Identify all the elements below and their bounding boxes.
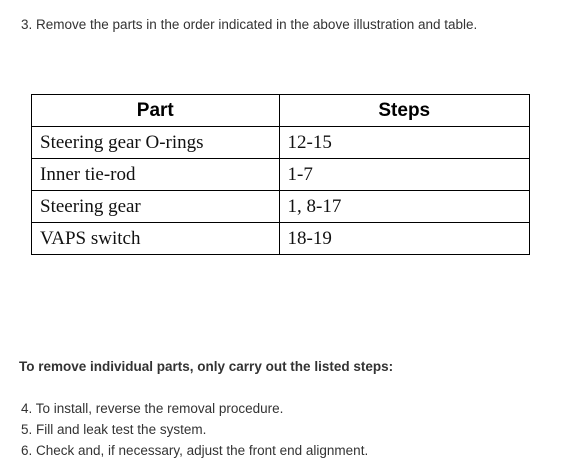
steps-cell: 1-7	[279, 159, 529, 191]
part-cell: Steering gear	[32, 191, 280, 223]
individual-parts-note: To remove individual parts, only carry out the listed steps:	[19, 359, 394, 374]
steps-cell: 1, 8-17	[279, 191, 529, 223]
table-row	[32, 191, 530, 223]
table-row	[32, 223, 530, 255]
table-header-row	[32, 95, 530, 127]
header-part: Part	[32, 95, 280, 127]
step-5-text: 5. Fill and leak test the system.	[21, 422, 207, 437]
part-cell: VAPS switch	[32, 223, 280, 255]
table-row	[32, 159, 530, 191]
part-cell: Steering gear O-rings	[32, 127, 280, 159]
header-steps: Steps	[279, 95, 529, 127]
part-cell: Inner tie-rod	[32, 159, 280, 191]
table-row	[32, 127, 530, 159]
step-3-text: 3. Remove the parts in the order indicated in the above illustration and table.	[21, 17, 478, 32]
steps-cell: 18-19	[279, 223, 529, 255]
steps-cell: 12-15	[279, 127, 529, 159]
parts-steps-table	[31, 94, 530, 255]
step-4-text: 4. To install, reverse the removal procedure.	[21, 401, 284, 416]
step-6-text: 6. Check and, if necessary, adjust the front end alignment.	[21, 443, 369, 458]
